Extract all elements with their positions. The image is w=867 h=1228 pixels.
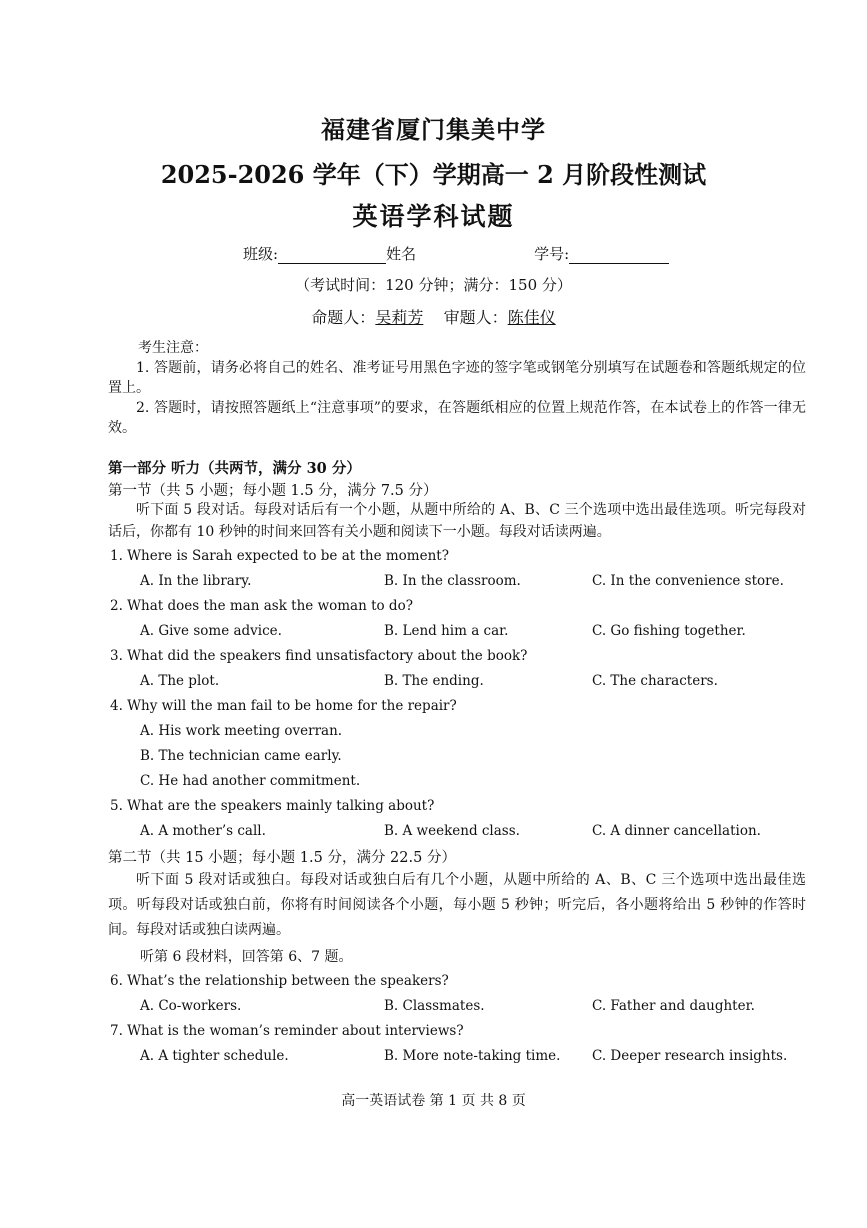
notice-item-1: 1. 答题前，请务必将自己的姓名、准考证号用黑色字迹的签字笔或钢笔分别填写在试题卷和答题纸规定的位置上。 <box>108 360 806 396</box>
page-footer: 高一英语试卷 第 1 页 共 8 页 <box>341 1093 526 1109</box>
id-label: 学号: <box>534 245 570 263</box>
q5-option-c: C. A dinner cancellation. <box>592 823 761 839</box>
section2-note: 听第 6 段材料，回答第 6、7 题。 <box>140 949 353 965</box>
q3-option-b: B. The ending. <box>384 673 484 689</box>
reviewer-label: 审题人： <box>443 308 508 327</box>
notice-section <box>108 338 806 438</box>
q2-option-c: C. Go fishing together. <box>592 623 746 639</box>
student-info-line <box>243 243 669 264</box>
q4-option-c: C. He had another commitment. <box>140 773 361 789</box>
q5-option-b: B. A weekend class. <box>384 823 520 839</box>
question-3: 3. What did the speakers find unsatisfactory about the book? <box>110 648 528 664</box>
q2-option-b: B. Lend him a car. <box>384 623 509 639</box>
q7-option-c: C. Deeper research insights. <box>592 1048 788 1064</box>
q1-option-b: B. In the classroom. <box>384 573 521 589</box>
question-5: 5. What are the speakers mainly talking about? <box>110 798 435 814</box>
q7-option-b: B. More note-taking time. <box>384 1048 561 1064</box>
q7-option-a: A. A tighter schedule. <box>140 1048 289 1064</box>
exam-time: （考试时间：120 分钟；满分：150 分） <box>295 276 572 294</box>
question-2: 2. What does the man ask the woman to do? <box>110 598 413 614</box>
setter-label: 命题人： <box>311 308 376 327</box>
q4-option-b: B. The technician came early. <box>140 748 342 764</box>
q3-option-c: C. The characters. <box>592 673 718 689</box>
q4-option-a: A. His work meeting overran. <box>140 723 343 739</box>
question-6: 6. What’s the relationship between the speakers? <box>110 973 449 989</box>
part1-title: 第一部分 听力（共两节，满分 30 分） <box>108 460 361 477</box>
q1-option-c: C. In the convenience store. <box>592 573 784 589</box>
q3-option-a: A. The plot. <box>140 673 220 689</box>
authors-line <box>0 305 867 328</box>
q6-option-b: B. Classmates. <box>384 998 485 1014</box>
section2-instructions: 听下面 5 段对话或独白。每段对话或独白后有几个小题，从题中所给的 A、B、C 三个选项中选出最佳选项。听每段对话或独白前，你将有时间阅读各个小题，每小题 5 秒钟；听完后，各小题将给出 5 秒钟的作答时间。每段对话或独白读两遍。 <box>108 872 806 938</box>
question-7: 7. What is the woman’s reminder about interviews? <box>110 1023 464 1039</box>
id-blank <box>569 247 669 264</box>
section1-title: 第一节（共 5 小题；每小题 1.5 分，满分 7.5 分） <box>108 483 438 499</box>
q5-option-a: A. A mother’s call. <box>140 823 266 839</box>
q2-option-a: A. Give some advice. <box>140 623 282 639</box>
exam-title: 2025-2026 学年（下）学期高一 2 月阶段性测试 <box>160 160 707 189</box>
question-1: 1. Where is Sarah expected to be at the moment? <box>110 548 449 564</box>
school-name: 福建省厦门集美中学 <box>321 115 546 144</box>
notice-title: 考生注意： <box>138 340 208 356</box>
reviewer-name: 陈佳仪 <box>507 308 556 327</box>
q6-option-c: C. Father and daughter. <box>592 998 755 1014</box>
setter-name: 吴莉芳 <box>375 308 424 327</box>
subject-title: 英语学科试题 <box>352 202 515 231</box>
notice-item-2: 2. 答题时，请按照答题纸上“注意事项”的要求，在答题纸相应的位置上规范作答，在本试卷上的作答一律无效。 <box>108 400 806 436</box>
section1-instructions: 听下面 5 段对话。每段对话后有一个小题，从题中所给的 A、B、C 三个选项中选出最佳选项。听完每段对话后，你都有 10 秒钟的时间来回答有关小题和阅读下一小题。每段对话读两遍。 <box>108 502 806 540</box>
name-label: 姓名 <box>386 245 417 263</box>
class-blank <box>278 247 386 264</box>
q1-option-a: A. In the library. <box>140 573 252 589</box>
class-label: 班级: <box>243 245 279 263</box>
q6-option-a: A. Co-workers. <box>140 998 242 1014</box>
question-4: 4. Why will the man fail to be home for the repair? <box>110 698 457 714</box>
section2-title: 第二节（共 15 小题；每小题 1.5 分，满分 22.5 分） <box>108 850 456 866</box>
